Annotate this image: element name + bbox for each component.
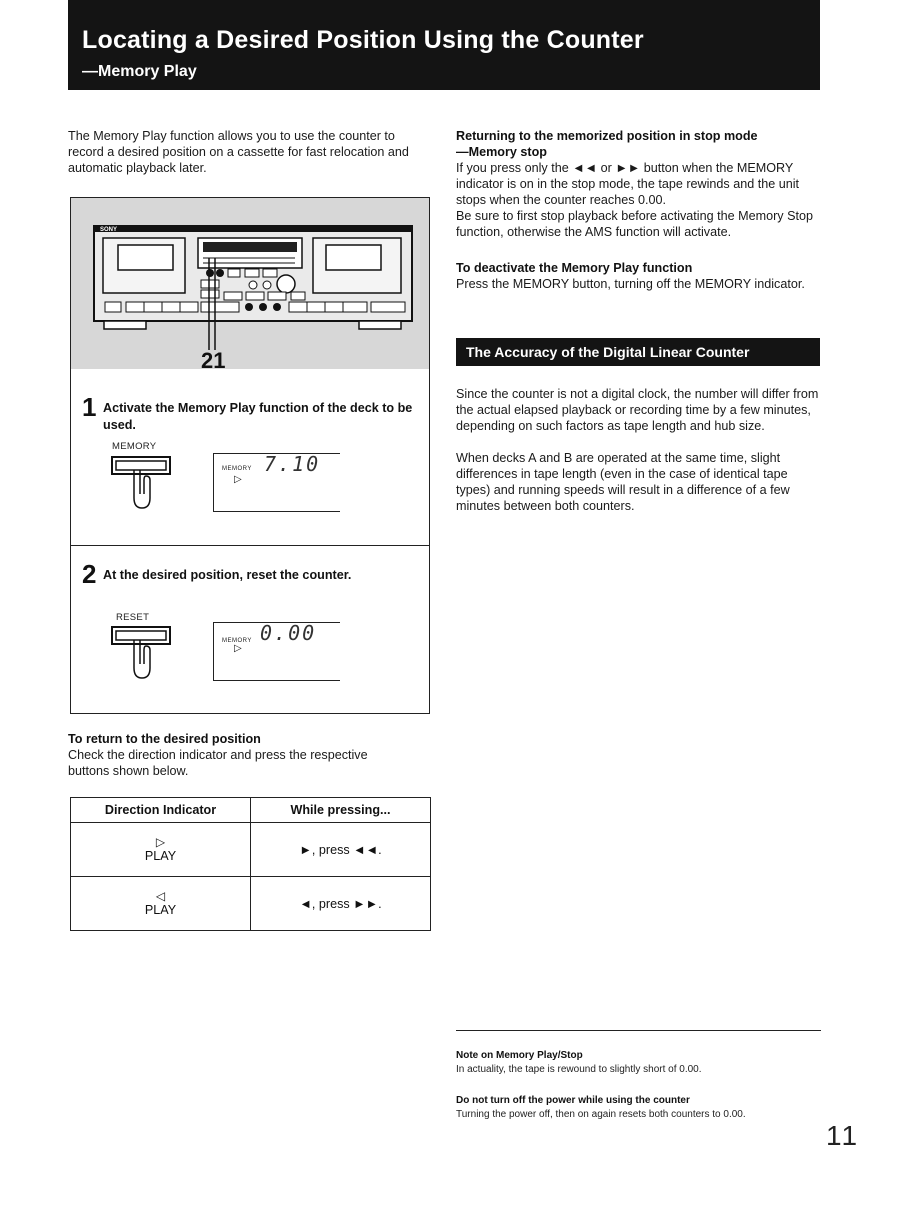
memory-stop-subheading: —Memory stop — [456, 145, 547, 159]
note1-text: In actuality, the tape is rewound to slightly short of 0.00. — [456, 1064, 702, 1075]
indicator-label: PLAY — [144, 903, 177, 917]
deck-illustration — [71, 198, 429, 369]
note2-heading: Do not turn off the power while using the counter — [456, 1095, 690, 1106]
accuracy-para1: Since the counter is not a digital clock, the number will differ from the actual elapsed playback or recording time by a few minutes, depending on such factors as tape length and hub size. — [456, 387, 819, 433]
intro-text: The Memory Play function allows you to use the counter to record a desired position on a cassette for fast relocation and automatic playback later. — [68, 129, 409, 175]
step1-display-label: MEMORY — [222, 466, 252, 472]
table-cell: ►, press ◄◄. — [251, 823, 431, 877]
table-cell: ◄, press ►►. — [251, 877, 431, 931]
note2-text: Turning the power off, then on again resets both counters to 0.00. — [456, 1109, 746, 1120]
play-forward-indicator-icon: ▷ — [234, 643, 242, 654]
accuracy-heading: The Accuracy of the Digital Linear Counter — [466, 344, 750, 360]
header-banner — [68, 0, 820, 90]
accuracy-para2: When decks A and B are operated at the same time, slight differences in tape length (even in the case of identical tape types) and running speeds will result in a difference of a few minutes between both counters. — [456, 451, 790, 513]
cassette-deck-drawing — [71, 198, 429, 369]
play-forward-indicator-icon: ▷ — [155, 835, 166, 849]
step2-counter-value: 0.00 — [260, 621, 317, 645]
memory-stop-para2: Be sure to first stop playback before activating the Memory Stop function, otherwise the AMS function will activate. — [456, 209, 813, 239]
deactivate-heading: To deactivate the Memory Play function — [456, 261, 693, 275]
page-number: 11 — [826, 1120, 860, 1151]
step1-number: 1 — [82, 392, 97, 422]
table-header-row — [71, 798, 431, 823]
reset-button-icon — [110, 624, 174, 689]
indicator-label: PLAY — [144, 849, 177, 863]
note1-heading: Note on Memory Play/Stop — [456, 1050, 583, 1061]
step1-title: Activate the Memory Play function of the deck to be used. — [103, 401, 413, 432]
play-reverse-indicator-icon: ◁ — [155, 889, 166, 903]
deactivate-text: Press the MEMORY button, turning off the MEMORY indicator. — [456, 277, 805, 291]
step1-display — [213, 453, 340, 512]
step2-title: At the desired position, reset the counter. — [103, 568, 352, 582]
play-forward-indicator-icon: ▷ — [234, 474, 242, 485]
callout-number: 21 — [201, 348, 226, 369]
page-subtitle: —Memory Play — [82, 63, 197, 80]
table-row — [71, 877, 431, 931]
step2-number: 2 — [82, 559, 97, 589]
brand-logo: SONY — [100, 227, 118, 233]
step2-number-wrap — [82, 561, 96, 588]
accuracy-banner — [456, 338, 820, 366]
step2-display — [213, 622, 340, 681]
step1-counter-value: 7.10 — [264, 452, 321, 476]
direction-table — [70, 797, 431, 931]
step-divider — [70, 545, 430, 546]
table-cell — [71, 877, 251, 931]
table-header-cell: While pressing... — [251, 798, 431, 823]
table-cell — [71, 823, 251, 877]
table-row — [71, 823, 431, 877]
step2-display-label: MEMORY — [222, 638, 252, 644]
notes-divider — [456, 1030, 821, 1031]
return-text: Check the direction indicator and press the respective buttons shown below. — [68, 748, 368, 778]
page-title: Locating a Desired Position Using the Counter — [82, 26, 644, 54]
return-heading: To return to the desired position — [68, 732, 261, 746]
reset-button-label: RESET — [116, 612, 150, 623]
memory-button-icon — [110, 454, 174, 519]
memory-stop-para1: If you press only the ◄◄ or ►► button when the MEMORY indicator is on in the stop mode, the tape rewinds and the unit stops when the counter reaches 0.00. — [456, 161, 800, 207]
memory-button-label: MEMORY — [112, 441, 157, 452]
table-header-cell: Direction Indicator — [71, 798, 251, 823]
step1-number-wrap — [82, 394, 96, 421]
memory-stop-heading: Returning to the memorized position in stop mode — [456, 129, 758, 143]
